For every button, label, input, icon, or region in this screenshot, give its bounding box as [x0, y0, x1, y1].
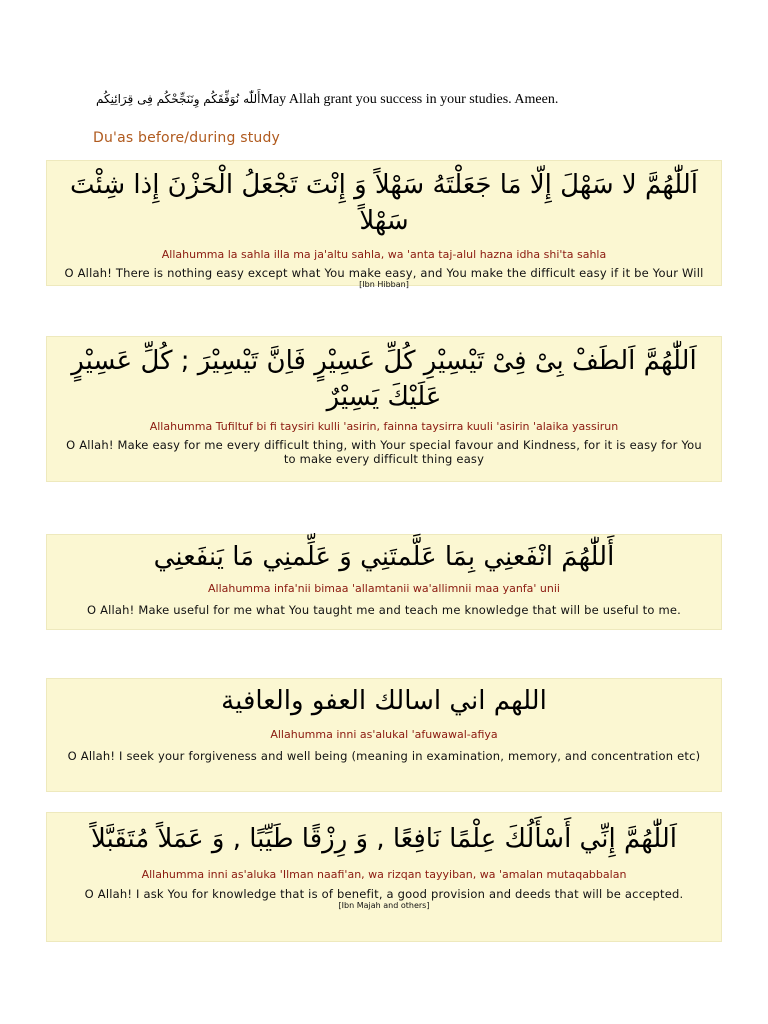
- dua-arabic: اَللّٰهُمَّ لا سَهْلَ إِلّا مَا جَعَلْتَهُ سَهْلاً وَ إِنْتَ تَجْعَلُ الْحَزْنَ إِذا شِئْتَ سَهْلاً: [69, 170, 699, 236]
- dua-box: [46, 534, 722, 630]
- dua-meaning: O Allah! Make useful for me what You taught me and teach me knowledge that will be useful to me.: [86, 603, 682, 617]
- dua-meaning: O Allah! There is nothing easy except what You make easy, and You make the difficult easy if it be Your Will: [64, 266, 704, 280]
- dua-box: [46, 160, 722, 289]
- intro-line: [96, 92, 736, 108]
- dua-transliteration: Allahumma inni as'aluka 'Ilman naafi'an, wa rizqan tayyiban, wa 'amalan mutaqabbalan: [141, 868, 627, 881]
- dua-source: [Ibn Majah and others]: [338, 901, 430, 910]
- dua-box: [46, 812, 722, 942]
- dua-arabic: اللهم اني اسالك العفو والعافية: [221, 686, 547, 716]
- dua-meaning: O Allah! I ask You for knowledge that is of benefit, a good provision and deeds that will be accepted.: [84, 887, 684, 901]
- dua-box: [46, 336, 722, 482]
- dua-transliteration: Allahumma la sahla illa ma ja'altu sahla, wa 'anta taj-alul hazna idha shi'ta sahla: [161, 248, 607, 261]
- dua-source: [Ibn Hibban]: [359, 280, 409, 289]
- dua-arabic: اَللّٰهُمَّ إِنِّي أَسْأَلُكَ عِلْمًا نَافِعًا , وَ رِزْقًا طَيِّبًا , وَ عَمَلاً مُتَقَبَّلاً: [91, 824, 677, 854]
- dua-arabic: اَللّٰهُمَّ اَلطَفْ بِىْ فِىْ تَيْسِيْرِ كُلِّ عَسِيْرٍ فَاِنَّ تَيْسِيْرَ ; كُلِّ عَسِيْرٍ عَلَيْكَ يَسِيْرٌ: [71, 346, 697, 412]
- dua-box: [46, 678, 722, 792]
- dua-meaning: O Allah! Make easy for me every difficult thing, with Your special favour and Kindness, for it is easy for You to make every difficult thing easy: [66, 438, 702, 466]
- dua-transliteration: Allahumma Tufiltuf bi fi taysiri kulli 'asirin, fainna taysirra kuuli 'asirin 'alaika yassirun: [149, 420, 619, 433]
- dua-transliteration: Allahumma infa'nii bimaa 'allamtanii wa'allimnii maa yanfa' unii: [207, 582, 560, 595]
- intro-english: May Allah grant you success in your studies. Ameen.: [260, 92, 559, 107]
- dua-meaning: O Allah! I seek your forgiveness and well being (meaning in examination, memory, and concentration etc): [67, 749, 701, 763]
- dua-transliteration: Allahumma inni as'alukal 'afuwawal-afiya: [270, 728, 498, 741]
- dua-arabic: أَللّٰهُمَ انْفَعنِي بِمَا عَلَّمتَنِي وَ عَلِّمنِي مَا يَنفَعنِي: [153, 542, 615, 572]
- section-heading: Du'as before/during study: [93, 130, 281, 146]
- intro-arabic: أَللّٰه نُوَفِّقَكُم وِنَنَجِّحْكُم فِى قِرَائِنِكُم: [96, 92, 261, 106]
